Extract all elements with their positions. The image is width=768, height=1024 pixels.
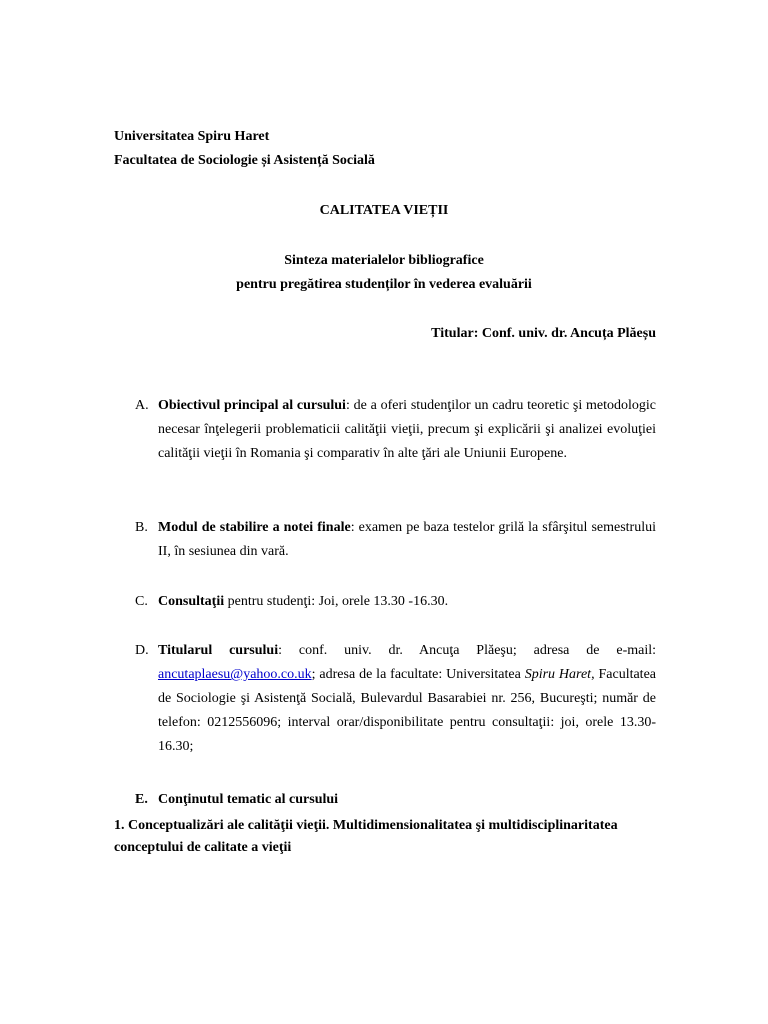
university-name: Universitatea Spiru Haret — [114, 129, 270, 144]
subtitle-line-2: pentru pregătirea studenților în vederea evaluării — [236, 277, 532, 292]
section-a — [158, 394, 656, 466]
section-c — [158, 590, 656, 614]
section-b-text: : examen pe baza testelor grilă la sfârşitul semestrului II, în sesiunea din vară. — [158, 520, 657, 559]
section-c-letter: C. — [135, 594, 148, 609]
email-link[interactable]: ancutaplaesu@yahoo.co.uk — [158, 667, 312, 682]
section-e-label: Conţinutul tematic al cursului — [158, 792, 339, 807]
section-e-letter: E. — [135, 792, 148, 807]
faculty-name: Facultatea de Sociologie și Asistență Socială — [114, 153, 375, 168]
section-d-label: Titularul cursului — [158, 643, 279, 658]
university-italic: Spiru Haret — [524, 667, 592, 682]
section-a-text: : de a oferi studenţilor un cadru teoretic şi metodologic necesar înţelegerii problematicii calităţii vieţii, precum şi explicării şi analizei evoluţiei calităţii vieţii în Romania şi comparativ în alte ţări ale Uniunii Europene. — [158, 398, 656, 461]
section-a-label: Obiectivul principal al cursului — [158, 398, 346, 413]
section-b-label: Modul de stabilire a notei finale — [158, 520, 351, 535]
section-b-letter: B. — [135, 520, 148, 535]
section-d-text-3: , Facultatea de Sociologie şi Asistenţă Socială, Bulevardul Basarabiei nr. 256, Bucureşti; număr de telefon: 0212556096; interval orar/disponibilitate pentru consultaţii: joi, orele 13.30-16.30; — [158, 667, 657, 754]
section-d-text-1: : conf. univ. dr. Ancuţa Plăeşu; adresa de e-mail: — [278, 643, 656, 658]
section-c-label: Consultaţii — [158, 594, 225, 609]
course-holder: Titular: Conf. univ. dr. Ancuța Plăeșu — [431, 326, 656, 341]
document-title: CALITATEA VIEȚII — [319, 203, 449, 218]
chapter-1-line-1: 1. Conceptualizări ale calităţii vieţii. Multidimensionalitatea şi multidisciplinaritatea — [114, 818, 618, 833]
section-d — [158, 639, 656, 759]
section-d-text-2: ; adresa de la facultate: Universitatea — [311, 667, 525, 682]
section-c-text: pentru studenţi: Joi, orele 13.30 -16.30. — [224, 594, 449, 609]
section-a-letter: A. — [135, 398, 149, 413]
section-d-letter: D. — [135, 643, 149, 658]
chapter-1-line-2: conceptului de calitate a vieţii — [114, 840, 292, 855]
subtitle-line-1: Sinteza materialelor bibliografice — [284, 253, 484, 268]
section-b — [158, 516, 656, 564]
